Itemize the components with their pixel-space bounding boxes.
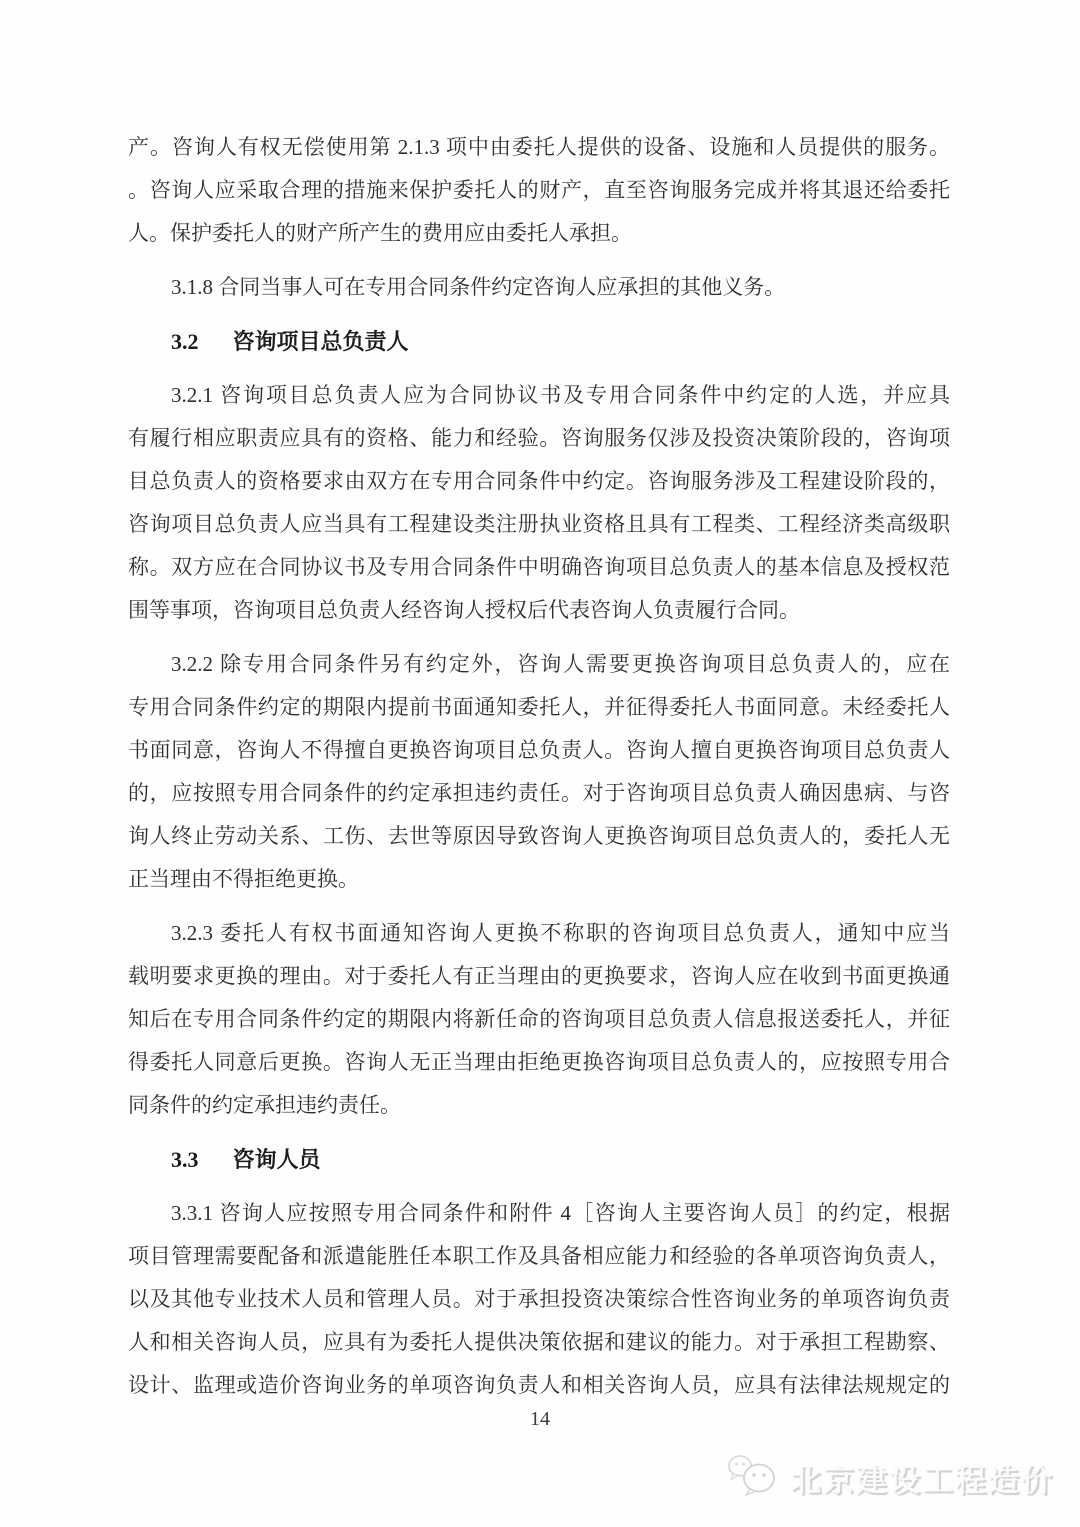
text-line: 围等事项，咨询项目总负责人经咨询人授权后代表咨询人负责履行合同。 xyxy=(128,598,800,622)
paragraph xyxy=(128,1192,950,1407)
paragraph xyxy=(128,374,950,632)
watermark-text: 北京建设工程造价 xyxy=(790,1463,1054,1498)
page-number: 14 xyxy=(530,1408,550,1430)
text-line: 有履行相应职责应具有的资格、能力和经验。咨询服务仅涉及投资决策阶段的，咨询项 xyxy=(128,426,950,450)
paragraph xyxy=(128,126,950,255)
text-line: 3.2.1 咨询项目总负责人应为合同协议书及专用合同条件中约定的人选，并应具 xyxy=(171,383,950,407)
text-line: 的，应按照专用合同条件的约定承担违约责任。对于咨询项目总负责人确因患病、与咨 xyxy=(128,781,950,805)
paragraph xyxy=(128,643,950,901)
text-line: 咨询项目总负责人应当具有工程建设类注册执业资格且具有工程类、工程经济类高级职 xyxy=(128,512,950,536)
section-number: 3.3 xyxy=(171,1147,199,1172)
text-line: 称。双方应在合同协议书及专用合同条件中明确咨询项目总负责人的基本信息及授权范 xyxy=(128,555,950,579)
paragraph xyxy=(128,912,950,1127)
text-line: 正当理由不得拒绝更换。 xyxy=(128,867,359,891)
section-heading xyxy=(128,1138,950,1181)
text-line: 产。咨询人有权无偿使用第 2.1.3 项中由委托人提供的设备、设施和人员提供的服务。 xyxy=(128,135,950,159)
paragraph xyxy=(128,266,950,309)
text-line: 同条件的约定承担违约责任。 xyxy=(128,1093,401,1117)
text-line: 知后在专用合同条件约定的期限内将新任命的咨询项目总负责人信息报送委托人，并征 xyxy=(128,1007,950,1031)
section-heading xyxy=(128,320,950,363)
text-line: 以及其他专业技术人员和管理人员。对于承担投资决策综合性咨询业务的单项咨询负责 xyxy=(128,1287,950,1311)
text-line: 询人终止劳动关系、工伤、去世等原因导致咨询人更换咨询项目总负责人的，委托人无 xyxy=(128,824,950,848)
text-line: 书面同意，咨询人不得擅自更换咨询项目总负责人。咨询人擅自更换咨询项目总负责人 xyxy=(128,738,950,762)
section-title: 咨询人员 xyxy=(232,1147,321,1172)
text-line: 3.3.1 咨询人应按照专用合同条件和附件 4［咨询人主要咨询人员］的约定，根据 xyxy=(171,1201,950,1225)
text-line: 3.1.8 合同当事人可在专用合同条件约定咨询人应承担的其他义务。 xyxy=(171,275,786,299)
text-line: 设计、监理或造价咨询业务的单项咨询负责人和相关咨询人员，应具有法律法规规定的 xyxy=(128,1373,950,1397)
text-line: 载明要求更换的理由。对于委托人有正当理由的更换要求，咨询人应在收到书面更换通 xyxy=(128,964,950,988)
text-line: 人。保护委托人的财产所产生的费用应由委托人承担。 xyxy=(128,221,632,245)
text-line: 得委托人同意后更换。咨询人无正当理由拒绝更换咨询项目总负责人的，应按照专用合 xyxy=(128,1050,950,1074)
text-line: 目总负责人的资格要求由双方在专用合同条件中约定。咨询服务涉及工程建设阶段的， xyxy=(128,469,950,493)
text-line: 项目管理需要配备和派遣能胜任本职工作及具备相应能力和经验的各单项咨询负责人， xyxy=(128,1244,950,1268)
watermark xyxy=(726,1453,1054,1502)
section-title: 咨询项目总负责人 xyxy=(232,329,409,354)
section-number: 3.2 xyxy=(171,329,199,354)
contract-text xyxy=(128,126,950,1407)
text-line: 3.2.2 除专用合同条件另有约定外，咨询人需要更换咨询项目总负责人的，应在 xyxy=(171,652,950,676)
text-line: 专用合同条件约定的期限内提前书面通知委托人，并征得委托人书面同意。未经委托人 xyxy=(128,695,950,719)
wechat-icon xyxy=(726,1453,782,1502)
text-line: 人和相关咨询人员，应具有为委托人提供决策依据和建议的能力。对于承担工程勘察、 xyxy=(128,1330,950,1354)
text-line: 。咨询人应采取合理的措施来保护委托人的财产，直至咨询服务完成并将其退还给委托 xyxy=(128,178,950,202)
text-line: 3.2.3 委托人有权书面通知咨询人更换不称职的咨询项目总负责人，通知中应当 xyxy=(171,921,950,945)
